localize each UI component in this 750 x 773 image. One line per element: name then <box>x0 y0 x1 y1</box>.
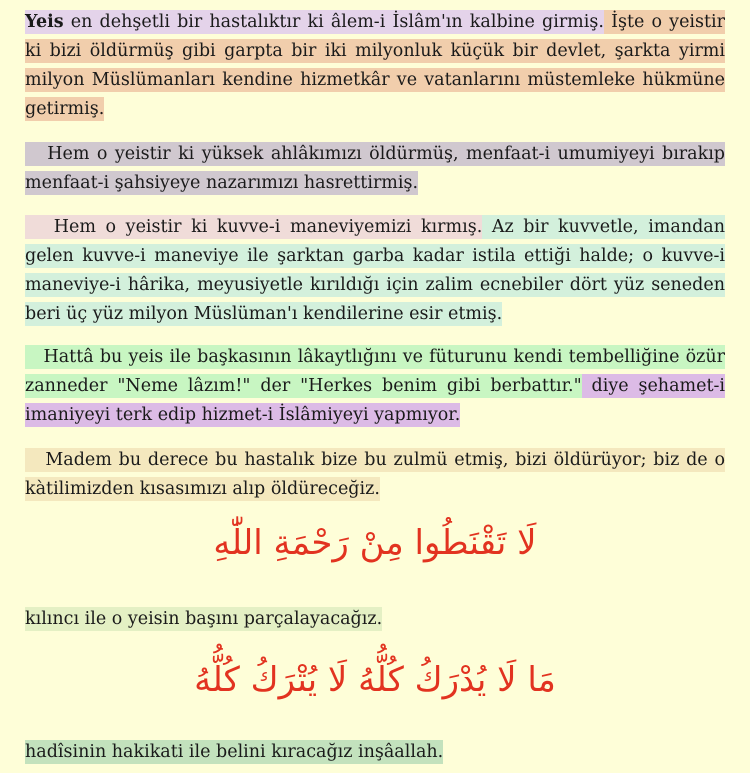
highlight-segment: kılıncı ile o yeisin başını parçalayacağız. <box>25 609 383 629</box>
highlight-segment: Hattâ bu yeis ile başkasının lâkaytlığını ve füturunu kendi tembelliğine özür zanneder "Neme lâzım!" der "Herkes benim gibi berbattır." <box>25 347 725 396</box>
highlight-segment: Hem o yeistir ki kuvve-i maneviyemizi kırmış. <box>25 217 483 237</box>
paragraph-3 <box>25 213 725 329</box>
paragraph-6 <box>25 605 725 634</box>
arabic-verse-1: لَا تَقْنَطُوا مِنْ رَحْمَةِ اللّٰهِ <box>213 523 537 563</box>
highlight-segment: diye şehamet-i imaniyeyi terk edip hizmet-i İslâmiyeyi yapmıyor. <box>25 376 726 425</box>
highlight-segment: Az bir kuvvetle, imandan gelen kuvve-i maneviye ile şarktan garba kadar istila ettiği halde; o kuvve-i maneviye-i hârika, meyusiyetle kırıldığı için zalim ecnebiler dört yüz seneden beri üç yüz milyon Müslüman'ı kendilerine esir etmiş. <box>25 217 725 324</box>
highlight-segment <box>25 10 604 34</box>
arabic-verse-2: مَا لَا يُدْرَكُ كُلُّهُ لَا يُتْرَكُ كُلُّهُ <box>194 660 556 700</box>
paragraph-7 <box>25 738 725 767</box>
highlight-segment: Hem o yeistir ki yüksek ahlâkımızı öldürmüş, menfaat-i umumiyeyi bırakıp menfaat-i şahsiyeye nazarımızı hasrettirmiş. <box>25 144 725 193</box>
highlight-segment: hadîsinin hakikati ile belini kıracağız inşâallah. <box>25 742 444 762</box>
highlight-segment: Madem bu derece bu hastalık bize bu zulmü etmiş, bizi öldürüyor; biz de o kàtilimizden kısasımızı alıp öldüreceğiz. <box>25 450 725 499</box>
paragraph-5 <box>25 446 725 504</box>
paragraph-1 <box>25 8 725 124</box>
bold-term: Yeis <box>25 12 64 32</box>
paragraph-4 <box>25 343 725 430</box>
highlight-segment: İşte o yeistir ki bizi öldürmüş gibi garpta bir iki milyonluk küçük bir devlet, şarkta yirmi milyon Müslümanları kendine hizmetkâr ve vatanlarını müstemleke hükmüne getirmiş. <box>25 12 725 119</box>
text-segment: en dehşetli bir hastalıktır ki âlem-i İslâm'ın kalbine girmiş. <box>63 12 604 32</box>
paragraph-2 <box>25 140 725 198</box>
